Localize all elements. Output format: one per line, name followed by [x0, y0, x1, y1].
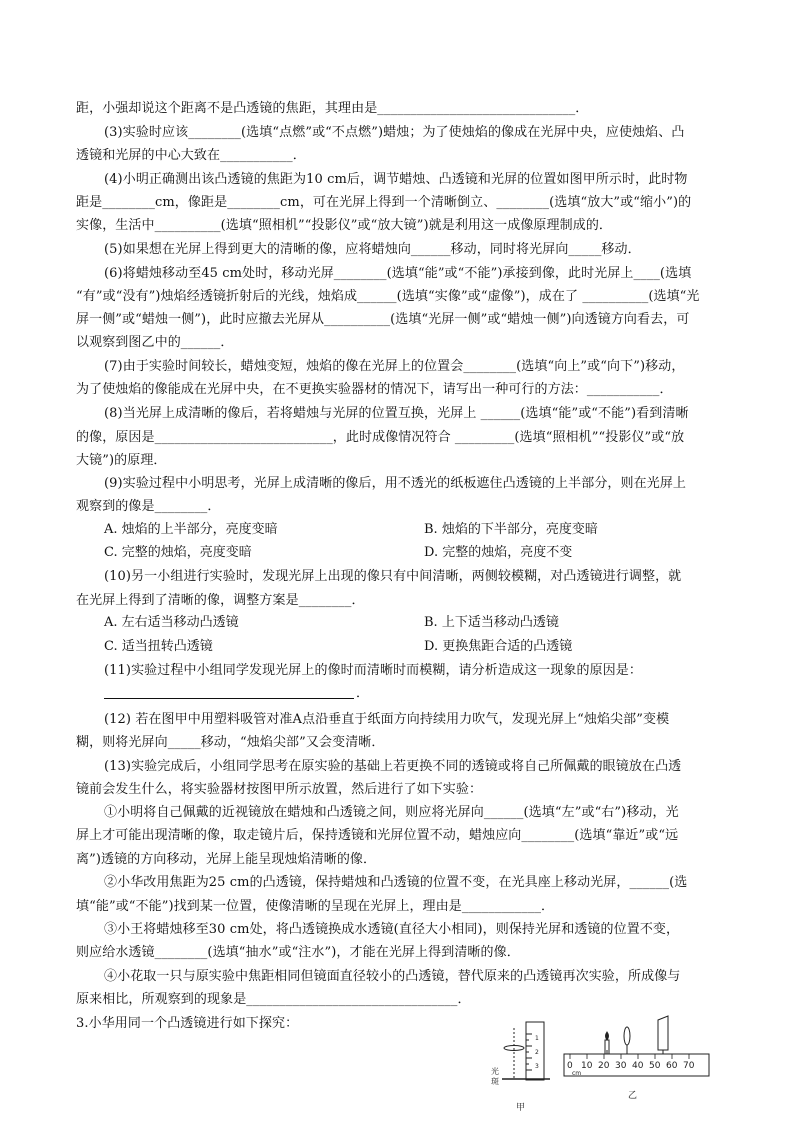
- text-line: 糊，则将光屏向_____移动，“烛焰尖部”又会变清晰．: [76, 735, 385, 750]
- text-line: 原来相比，所观察到的现象是________________________________．: [76, 992, 471, 1007]
- text-line: 离”)透镜的方向移动，光屏上能呈现烛焰清晰的像．: [76, 852, 377, 867]
- text-line: 距，小强却说这个距离不是凸透镜的焦距，其理由是______________________________．: [76, 101, 589, 116]
- text-line: 镜前会发生什么，将实验器材按图甲所示放置，然后进行了如下实验：: [76, 782, 483, 797]
- figure-label: 乙: [628, 1091, 638, 1101]
- text-line: ③小王将蜡烛移至30 cm处，将凸透镜换成水透镜(直径大小相同)，则保持光屏和透镜的位置不变，: [104, 922, 680, 937]
- text-line: ④小花取一只与原实验中焦距相同但镜面直径较小的凸透镜，替代原来的凸透镜再次实验，所成像与: [104, 969, 681, 984]
- ruler-tick-label: 40: [632, 1061, 644, 1071]
- text-line: (12) 若在图甲中用塑料吸管对准A点沿垂直于纸面方向持续用力吹气，发现光屏上“烛焰尖部”变模: [104, 712, 670, 727]
- text-line: 实像，生活中__________(选填“照相机”“投影仪”或“放大镜”)就是利用这一成像原理制成的．: [76, 218, 613, 233]
- text-line: 以观察到图乙中的______．: [76, 335, 234, 350]
- figure-jia: [490, 1018, 560, 1123]
- text-line: (5)如果想在光屏上得到更大的清晰的像，应将蜡烛向______移动，同时将光屏向_____移动．: [104, 242, 641, 257]
- answer-blank: [104, 698, 354, 699]
- spot-label: 斑: [491, 1077, 499, 1086]
- option-d: D. 完整的烛焰，亮度不变: [424, 545, 573, 560]
- text-line: (3)实验时应该________(选填“点燃”或“不点燃”)蜡烛；为了使烛焰的像成在光屏中央，应使烛焰、凸: [104, 125, 685, 140]
- ruler-tick-label: 30: [615, 1061, 627, 1071]
- ruler-tick-label: 20: [598, 1061, 610, 1071]
- text-line: 的像，原因是___________________________，此时成像情况符合 _________(选填“照相机”“投影仪”或“放: [76, 430, 685, 445]
- text-line: 3.小华用同一个凸透镜进行如下探究：: [76, 1016, 299, 1031]
- screen-icon: [658, 1016, 668, 1050]
- ruler-unit: cm: [572, 1070, 582, 1077]
- text-line: 大镜”)的原理．: [76, 453, 167, 468]
- text-line: (7)由于实验时间较长，蜡烛变短，烛焰的像在光屏上的位置会________(选填“向上”或“向下”)移动，: [104, 359, 685, 374]
- text-line: (8)当光屏上成清晰的像后，若将蜡烛与光屏的位置互换，光屏上 ______(选填“能”或“不能”)看到清晰: [104, 406, 689, 421]
- text-line: ①小明将自己佩戴的近视镜放在蜡烛和凸透镜之间，则应将光屏向______(选填“左”或“右”)移动，光: [104, 805, 679, 820]
- text-line: (9)实验过程中小明思考，光屏上成清晰的像后，用不透光的纸板遮住凸透镜的上半部分，则在光屏上: [104, 476, 687, 491]
- option-c: C. 适当扭转凸透镜: [104, 639, 213, 654]
- text-line: ②小华改用焦距为25 cm的凸透镜，保持蜡烛和凸透镜的位置不变，在光具座上移动光屏，______(选: [104, 875, 688, 890]
- text-line: 屏上才可能出现清晰的像，取走镜片后，保持透镜和光屏位置不动，蜡烛应向________(选填“靠近”或“远: [76, 828, 679, 843]
- option-c: C. 完整的烛焰，亮度变暗: [104, 545, 252, 560]
- figure-yi: [562, 1012, 712, 1123]
- text-line: 透镜和光屏的中心大致在___________．: [76, 148, 306, 163]
- text-line: 填“能”或“不能”)找到某一位置，使像清晰的呈现在光屏上，理由是____________．: [76, 899, 555, 914]
- text-line: 屏一侧”或“蜡烛一侧”)，此时应撤去光屏从__________(选填“光屏一侧”或“蜡烛一侧”)向透镜方向看去，可: [76, 312, 690, 327]
- ruler-tick-label: 0: [567, 1061, 573, 1071]
- option-d: D. 更换焦距合适的凸透镜: [424, 639, 573, 654]
- text-line: 距是________cm，像距是________cm，可在光屏上得到一个清晰倒立、________(选填“放大”或“缩小”)的: [76, 195, 692, 210]
- text-line: (10)另一小组进行实验时，发现光屏上出现的像只有中间清晰，两侧较模糊，对凸透镜进行调整，就: [104, 569, 682, 584]
- option-a: A. 烛焰的上半部分，亮度变暗: [104, 522, 278, 537]
- flame-icon: [606, 1032, 609, 1040]
- ruler-ticks: [570, 1054, 689, 1059]
- scale-label: 3: [535, 1063, 539, 1070]
- figure-label: 甲: [516, 1103, 526, 1113]
- scale-label: 2: [535, 1049, 539, 1056]
- text-line: (6)将蜡烛移动至45 cm处时，移动光屏________(选填“能”或“不能”)承接到像，此时光屏上____(选填: [104, 266, 692, 281]
- ruler-tick-label: 60: [666, 1061, 678, 1071]
- ruler-tick-label: 10: [581, 1061, 593, 1071]
- scale-label: 1: [535, 1035, 539, 1042]
- spot-label: 光: [491, 1067, 499, 1076]
- text-line: (13)实验完成后，小组同学思考在原实验的基础上若更换不同的透镜或将自己所佩戴的眼镜放在凸透: [104, 759, 682, 774]
- period: ．: [356, 686, 370, 701]
- option-a: A. 左右适当移动凸透镜: [104, 615, 239, 630]
- text-line: 为了使烛焰的像能成在光屏中央，在不更换实验器材的情况下，请写出一种可行的方法：___________．: [76, 382, 673, 397]
- ruler-tick-label: 50: [649, 1061, 661, 1071]
- text-line: “有”或“没有”)烛焰经透镜折射后的光线，烛焰成______(选填“实像”或“虚像”)，成在了 __________(选填“光: [76, 289, 700, 304]
- option-b: B. 上下适当移动凸透镜: [424, 615, 559, 630]
- ruler-tick-label: 70: [683, 1061, 695, 1071]
- text-line: 则应给水透镜________(选填“抽水”或“注水”)，才能在光屏上得到清晰的像．: [76, 945, 520, 960]
- text-line: (11)实验过程中小组同学发现光屏上的像时而清晰时而模糊，请分析造成这一现象的原因是：: [104, 663, 642, 678]
- option-b: B. 烛焰的下半部分，亮度变暗: [424, 522, 598, 537]
- text-line: (4)小明正确测出该凸透镜的焦距为10 cm后，调节蜡烛、凸透镜和光屏的位置如图甲所示时，此时物: [104, 172, 688, 187]
- lens-icon: [624, 1027, 630, 1045]
- text-line: 观察到的像是________．: [76, 499, 221, 514]
- text-line: 在光屏上得到了清晰的像，调整方案是________．: [76, 593, 365, 608]
